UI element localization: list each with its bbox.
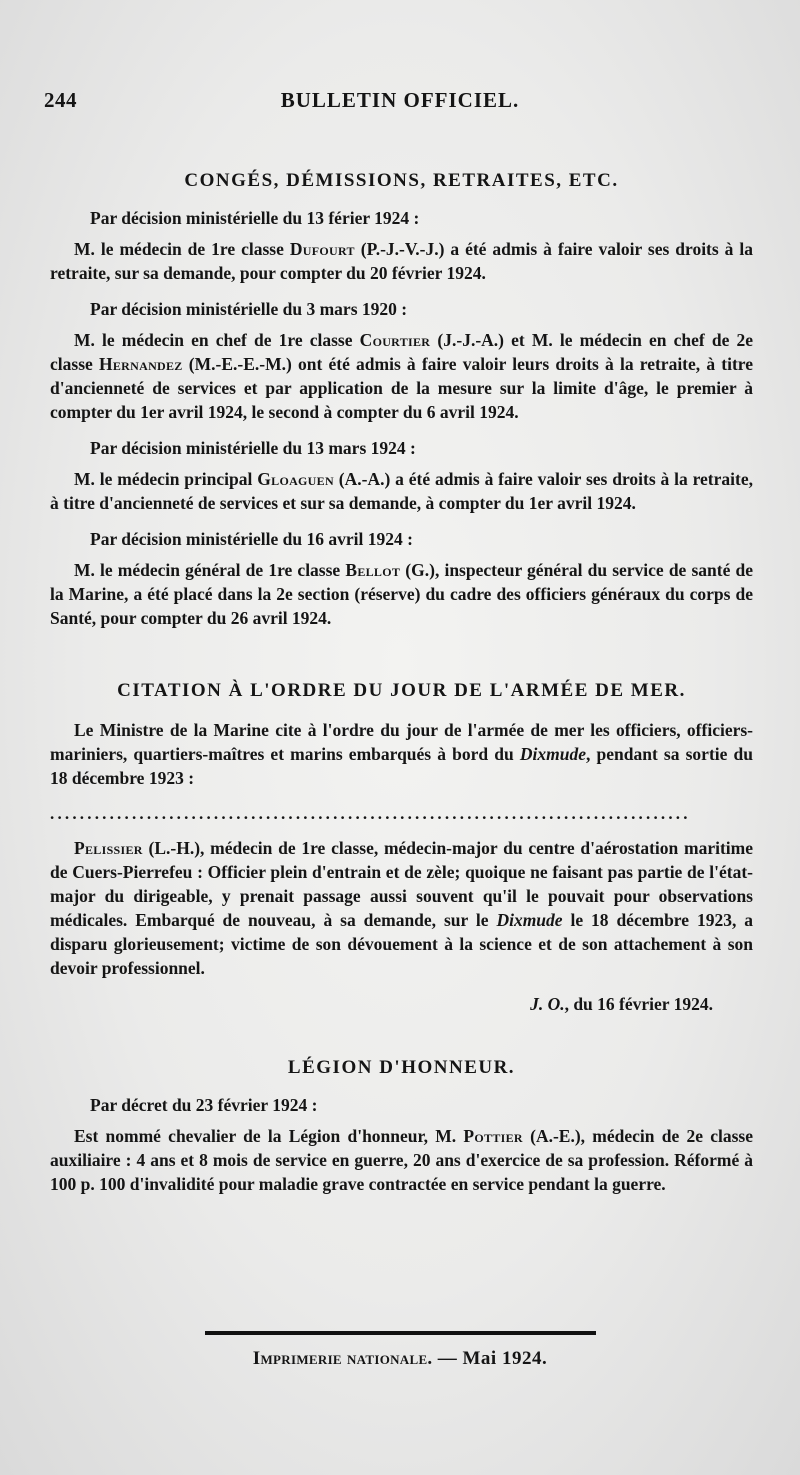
page-body — [50, 170, 753, 1210]
text-run: (L.-H.), médecin de 1re classe, médecin-major du centre d'aérostation maritime de Cuers-Pierrefeu : Officier plein d'entrain et de zèle; quoique ne faisant pas partie de l'état-major du dirigeable, y prenait passage aussi souvent qu'il le pouvait pour observations médicales. Embarqué de nouveau, à sa demande, sur le — [50, 838, 753, 930]
page-number: 244 — [44, 88, 77, 112]
decision-heading: Par décision ministérielle du 13 mars 1924 : — [90, 438, 416, 458]
text-run: M. le médecin en chef de 1re classe — [74, 330, 360, 350]
spacer — [50, 1047, 753, 1057]
text-run: (M.-E.-E.-M.) ont été admis à faire valoir leurs droits à la retraite, à titre d'ancienneté de services et par application de la mesure sur la limite d'âge, le premier à compter du 1er avril 1924, le second à compter du 6 avril 1924. — [50, 354, 753, 422]
text-run: (P.-J.-V.-J.) a été admis à faire valoir ses droits à la retraite, sur sa demande, pour compter du 20 février 1924. — [50, 239, 754, 283]
text-run: (G.), inspecteur général du service de santé de la Marine, a été placé dans la 2e section (réserve) du cadre des officiers généraux du corps de Santé, pour compter du 26 avril 1924. — [50, 560, 753, 628]
printer-name: Imprimerie nationale. — [252, 1348, 433, 1369]
source-jo: J. O. — [530, 994, 565, 1014]
ship-name: Dixmude — [519, 744, 586, 764]
text-run: , pendant sa sortie du 18 décembre 1923 : — [50, 744, 754, 788]
source-reference — [50, 994, 753, 1015]
text-run: le 18 décembre 1923, a disparu glorieusement; victime de son dévouement à la science et de son attachement à son devoir professionnel. — [50, 910, 753, 978]
text-run: Est nommé chevalier de la Légion d'honneur, M. — [74, 1126, 464, 1146]
person-name: Pelissier — [74, 838, 143, 858]
person-name: Courtier — [359, 330, 431, 350]
section-title-legion: LÉGION D'HONNEUR. — [287, 1057, 516, 1078]
running-title: BULLETIN OFFICIEL. — [280, 88, 520, 112]
text-run: (A.-E.), médecin de 2e classe auxiliaire : 4 ans et 8 mois de service en guerre, 20 ans d'exercice de sa profession. Réformé à 100 p. 100 d'invalidité pour maladie grave contractée en service pendant la guerre. — [50, 1126, 753, 1194]
section-title-citation: CITATION À L'ORDRE DU JOUR DE L'ARMÉE DE MER. — [117, 680, 686, 701]
source-date: , du 16 février 1924. — [564, 994, 713, 1014]
text-run: (A.-A.) a été admis à faire valoir ses droits à la retraite, à titre d'ancienneté de services et sur sa demande, à compter du 1er avril 1924. — [50, 469, 753, 513]
text-run: M. le médecin de 1re classe — [74, 239, 290, 259]
paragraph-dufourt — [50, 237, 753, 285]
decision-heading: Par décision ministérielle du 16 avril 1924 : — [90, 529, 413, 549]
person-name: Bellot — [345, 560, 401, 580]
person-name: Pottier — [463, 1126, 523, 1146]
person-name: Gloaguen — [257, 469, 334, 489]
paragraph-citation-intro — [50, 718, 753, 790]
section-title-conges: CONGÉS, DÉMISSIONS, RETRAITES, ETC. — [184, 170, 619, 191]
text-run: Le Ministre de la Marine cite à l'ordre du jour de l'armée de mer les officiers, officiers-mariniers, quartiers-maîtres et marins embarqués à bord du — [50, 720, 753, 764]
page-header — [44, 88, 756, 118]
paragraph-courtier-hernandez — [50, 328, 753, 424]
ship-name: Dixmude — [496, 910, 563, 930]
text-run: (J.-J.-A.) et M. le médecin en chef de 2e classe — [50, 330, 753, 374]
text-run: M. le médecin général de 1re classe — [74, 560, 346, 580]
footer-rule — [205, 1331, 596, 1335]
person-name: Dufourt — [289, 239, 355, 259]
text-run: M. le médecin principal — [74, 469, 258, 489]
decision-heading: Par décret du 23 février 1924 : — [90, 1095, 318, 1115]
paragraph-gloaguen — [50, 467, 753, 515]
spacer — [50, 644, 753, 680]
person-name: Hernandez — [98, 354, 183, 374]
print-date: — Mai 1924. — [432, 1348, 548, 1369]
dotted-separator: ...................................................................................... — [50, 804, 691, 823]
decision-heading: Par décision ministérielle du 3 mars 1920 : — [90, 299, 408, 319]
decision-heading: Par décision ministérielle du 13 férier 1924 : — [90, 208, 420, 228]
page-footer — [0, 1348, 800, 1370]
paragraph-bellot — [50, 558, 753, 630]
paragraph-pottier — [50, 1124, 753, 1196]
paragraph-pelissier — [50, 836, 753, 980]
